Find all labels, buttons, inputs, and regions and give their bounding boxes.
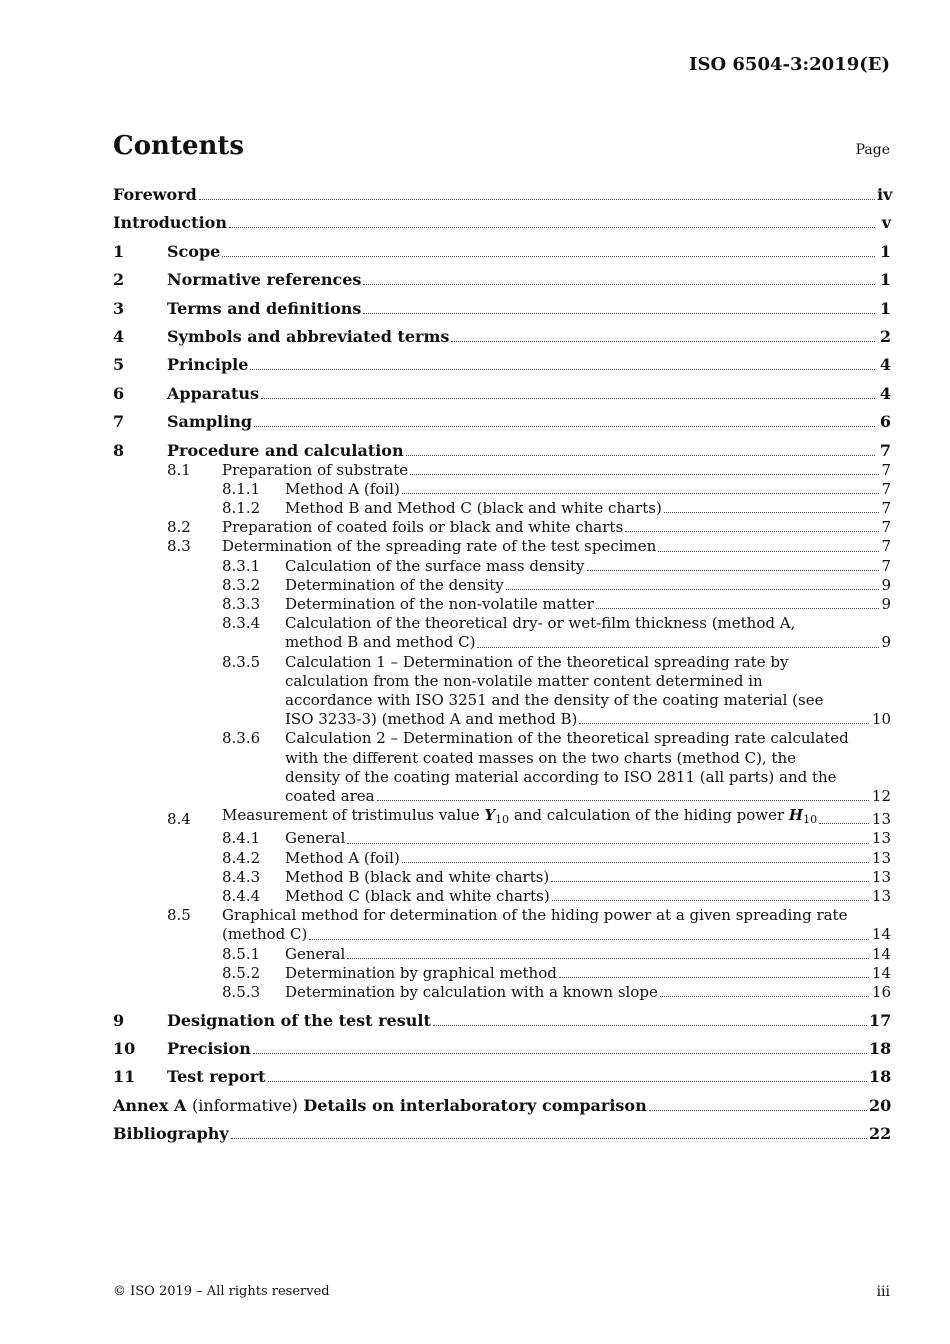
toc-page-number: 14 bbox=[871, 963, 891, 982]
toc-page-number: 9 bbox=[881, 594, 891, 613]
toc-entry-title: Precision bbox=[167, 1038, 251, 1058]
toc-entry-8-4-3[interactable] bbox=[222, 868, 891, 887]
toc-section-number: 7 bbox=[113, 412, 125, 432]
toc-page-number: 6 bbox=[879, 412, 891, 432]
toc-entry-title: Determination of the non-volatile matter bbox=[285, 594, 594, 613]
toc-entry-title: Method A (foil) bbox=[285, 848, 400, 867]
toc-section-number: 3 bbox=[113, 298, 125, 318]
copyright-notice: © ISO 2019 – All rights reserved bbox=[113, 1284, 330, 1299]
toc-section-number: 8.3.5 bbox=[222, 652, 261, 671]
toc-page-number: 20 bbox=[869, 1095, 892, 1115]
toc-entry-title: Sampling bbox=[167, 412, 253, 432]
toc-entry-2[interactable] bbox=[113, 270, 891, 290]
toc-page-number: 7 bbox=[881, 518, 891, 537]
toc-page-number: v bbox=[881, 213, 891, 233]
toc-entry-title: Designation of the test result bbox=[167, 1010, 431, 1030]
toc-section-number: 8.3.1 bbox=[222, 556, 261, 575]
toc-entry-title: Normative references bbox=[167, 270, 362, 290]
toc-entry-title: Foreword bbox=[113, 185, 197, 204]
subscript: 10 bbox=[803, 813, 818, 827]
toc-entry-8-2[interactable] bbox=[167, 518, 891, 537]
toc-section-number: 6 bbox=[113, 383, 125, 403]
table-of-contents bbox=[113, 185, 891, 1144]
title-text: Measurement of tristimulus value bbox=[222, 806, 485, 825]
toc-entry-title: Preparation of substrate bbox=[222, 460, 409, 479]
dot-leader bbox=[222, 256, 875, 257]
annex-title: Details on interlaboratory comparison bbox=[303, 1095, 647, 1115]
dot-leader bbox=[477, 647, 879, 648]
page-column-label: Page bbox=[855, 142, 890, 158]
toc-section-number: 8.4.4 bbox=[222, 886, 261, 905]
toc-entry-8-4-4[interactable] bbox=[222, 887, 891, 906]
toc-entry-5[interactable] bbox=[113, 355, 891, 375]
toc-entry-title: Determination by graphical method bbox=[285, 963, 557, 982]
dot-leader bbox=[551, 881, 869, 882]
toc-entry-foreword[interactable] bbox=[113, 185, 891, 205]
toc-entry-title-line: Graphical method for determination of the hiding power at a given spreading rate bbox=[222, 906, 848, 925]
dot-leader bbox=[649, 1110, 867, 1111]
dot-leader bbox=[402, 862, 869, 863]
toc-section-number: 8.3.2 bbox=[222, 575, 261, 594]
toc-entry-title-line: Calculation 2 – Determination of the theoretical spreading rate calculated bbox=[285, 729, 849, 748]
document-id: ISO 6504-3:2019(E) bbox=[689, 54, 890, 75]
toc-page-number: 18 bbox=[869, 1067, 892, 1087]
toc-entry-8-3[interactable] bbox=[167, 537, 891, 556]
toc-page-number: 7 bbox=[881, 479, 891, 498]
toc-section-number: 8.5.1 bbox=[222, 944, 261, 963]
toc-entry-title-line: coated area bbox=[285, 786, 375, 805]
toc-section-number: 5 bbox=[113, 355, 125, 375]
toc-page-number: 7 bbox=[881, 460, 891, 479]
toc-section-number: 1 bbox=[113, 241, 125, 261]
toc-section-number: 8.3.4 bbox=[222, 614, 261, 633]
toc-entry-8-5-2[interactable] bbox=[222, 964, 891, 983]
dot-leader bbox=[579, 723, 869, 724]
toc-entry-title: Terms and definitions bbox=[167, 298, 362, 318]
toc-entry-title: Method B and Method C (black and white charts) bbox=[285, 498, 662, 517]
toc-entry-8-3-1[interactable] bbox=[222, 557, 891, 576]
toc-page-number: 7 bbox=[879, 440, 891, 460]
dot-leader bbox=[819, 823, 869, 824]
toc-entry-8-4[interactable] bbox=[167, 806, 891, 829]
page-title: Contents bbox=[113, 131, 245, 161]
toc-entry-9[interactable] bbox=[113, 1011, 891, 1031]
dot-leader bbox=[433, 1025, 867, 1026]
toc-section-number: 8.5 bbox=[167, 906, 191, 925]
toc-entry-1[interactable] bbox=[113, 242, 891, 262]
title-text: and calculation of the hiding power bbox=[509, 806, 789, 825]
toc-page-number: 16 bbox=[871, 983, 891, 1001]
dot-leader bbox=[660, 996, 869, 997]
toc-page-number: 2 bbox=[879, 326, 891, 346]
dot-leader bbox=[559, 977, 869, 978]
dot-leader bbox=[587, 570, 879, 571]
toc-page-number: 1 bbox=[879, 270, 891, 290]
toc-page-number: 7 bbox=[881, 537, 891, 556]
toc-entry-title: Introduction bbox=[113, 213, 227, 233]
toc-entry-8-3-4[interactable] bbox=[222, 614, 891, 652]
dot-leader bbox=[347, 843, 869, 844]
dot-leader bbox=[250, 369, 875, 370]
toc-section-number: 8.4 bbox=[167, 810, 191, 829]
toc-entry-title-line: (method C) bbox=[222, 925, 308, 944]
toc-page-number: 13 bbox=[871, 829, 891, 848]
toc-entry-8-5-1[interactable] bbox=[222, 945, 891, 964]
toc-section-number: 8.5.3 bbox=[222, 983, 261, 1001]
toc-entry-title-line: Calculation 1 – Determination of the theoretical spreading rate by bbox=[285, 652, 789, 671]
toc-entry-8-3-6[interactable] bbox=[222, 729, 891, 806]
toc-page-number: 17 bbox=[869, 1010, 892, 1030]
toc-section-number: 8.4.1 bbox=[222, 829, 261, 848]
toc-entry-title: Determination by calculation with a known slope bbox=[285, 983, 658, 1001]
toc-entry-title: Preparation of coated foils or black and white charts bbox=[222, 518, 624, 537]
toc-page-number: 14 bbox=[871, 925, 891, 944]
toc-entry-8-4-1[interactable] bbox=[222, 829, 891, 848]
toc-entry-title: Method A (foil) bbox=[285, 479, 400, 498]
toc-page-number: 13 bbox=[871, 848, 891, 867]
toc-entry-title: Procedure and calculation bbox=[167, 440, 404, 460]
toc-section-number: 2 bbox=[113, 270, 125, 290]
toc-entry-8-3-5[interactable] bbox=[222, 653, 891, 730]
dot-leader bbox=[402, 493, 879, 494]
toc-entry-8-4-2[interactable] bbox=[222, 849, 891, 868]
toc-entry-title-line: density of the coating material according to ISO 2811 (all parts) and the bbox=[285, 767, 837, 786]
dot-leader bbox=[410, 474, 879, 475]
toc-section-number: 8.2 bbox=[167, 518, 191, 537]
toc-page-number: 7 bbox=[881, 556, 891, 575]
toc-entry-3[interactable] bbox=[113, 299, 891, 319]
dot-leader bbox=[664, 512, 879, 513]
dot-leader bbox=[506, 589, 879, 590]
toc-section-number: 8.1 bbox=[167, 460, 191, 479]
dot-leader bbox=[261, 398, 875, 399]
dot-leader bbox=[309, 939, 869, 940]
toc-entry-title: Determination of the density bbox=[285, 575, 504, 594]
toc-page-number: 9 bbox=[881, 575, 891, 594]
toc-section-number: 8.1.2 bbox=[222, 498, 261, 517]
toc-entry-8-3-2[interactable] bbox=[222, 576, 891, 595]
dot-leader bbox=[253, 1053, 867, 1054]
toc-entry-7[interactable] bbox=[113, 412, 891, 432]
toc-entry-bibliography[interactable] bbox=[113, 1124, 891, 1144]
toc-entry-title: Apparatus bbox=[167, 383, 259, 403]
toc-entry-title: Bibliography bbox=[113, 1124, 229, 1144]
toc-entry-8-3-3[interactable] bbox=[222, 595, 891, 614]
toc-section-number: 8.3 bbox=[167, 537, 191, 556]
dot-leader bbox=[451, 341, 875, 342]
toc-section-number: 8.1.1 bbox=[222, 479, 261, 498]
toc-entry-title-line: with the different coated masses on the two charts (method C), the bbox=[285, 748, 797, 767]
toc-entry-title: General bbox=[285, 829, 346, 848]
toc-entry-8-5[interactable] bbox=[167, 906, 891, 944]
toc-section-number: 4 bbox=[113, 326, 125, 346]
toc-section-number: 8.3.6 bbox=[222, 729, 261, 748]
dot-leader bbox=[268, 1081, 867, 1082]
toc-page-number: 13 bbox=[871, 810, 891, 829]
toc-entry-8-1[interactable] bbox=[167, 461, 891, 480]
annex-qualifier: (informative) bbox=[191, 1095, 298, 1115]
toc-entry-4[interactable] bbox=[113, 327, 891, 347]
toc-page-number: 1 bbox=[879, 241, 891, 261]
tristimulus-symbol: Y bbox=[484, 806, 496, 825]
dot-leader bbox=[658, 551, 879, 552]
toc-section-number: 8 bbox=[113, 440, 125, 460]
toc-entry-title: Symbols and abbreviated terms bbox=[167, 326, 450, 346]
toc-page-number: 12 bbox=[871, 786, 891, 805]
toc-entry-title: General bbox=[285, 944, 346, 963]
toc-entry-8-5-3[interactable] bbox=[222, 983, 891, 1002]
toc-page-number: 4 bbox=[879, 355, 891, 375]
toc-page-number: 7 bbox=[881, 498, 891, 517]
dot-leader bbox=[363, 284, 875, 285]
toc-entry-title: Scope bbox=[167, 241, 221, 261]
subscript: 10 bbox=[495, 813, 510, 827]
dot-leader bbox=[596, 608, 879, 609]
toc-entry-title: Method B (black and white charts) bbox=[285, 867, 550, 886]
toc-page-number: 10 bbox=[871, 710, 891, 729]
toc-page-number: iv bbox=[877, 185, 893, 204]
page-number: iii bbox=[876, 1284, 890, 1300]
toc-section-number: 8.4.3 bbox=[222, 867, 261, 886]
toc-section-number: 10 bbox=[113, 1038, 136, 1058]
toc-section-number: 8.5.2 bbox=[222, 963, 261, 982]
toc-page-number: 13 bbox=[871, 867, 891, 886]
dot-leader bbox=[199, 199, 875, 200]
hiding-power-symbol: H bbox=[788, 806, 804, 825]
toc-page-number: 1 bbox=[879, 298, 891, 318]
toc-entry-annex-a[interactable] bbox=[113, 1096, 891, 1116]
dot-leader bbox=[625, 531, 879, 532]
dot-leader bbox=[406, 455, 875, 456]
toc-section-number: 11 bbox=[113, 1067, 136, 1087]
toc-entry-8-1-2[interactable] bbox=[222, 499, 891, 518]
toc-page-number: 14 bbox=[871, 944, 891, 963]
dot-leader bbox=[552, 900, 869, 901]
toc-section-number: 8.4.2 bbox=[222, 848, 261, 867]
toc-entry-title: Calculation of the surface mass density bbox=[285, 556, 585, 575]
toc-entry-title bbox=[222, 806, 817, 829]
dot-leader bbox=[254, 426, 875, 427]
toc-entry-title-line: calculation from the non-volatile matter content determined in bbox=[285, 671, 763, 690]
toc-page-number: 18 bbox=[869, 1038, 892, 1058]
annex-label: Annex A bbox=[113, 1095, 187, 1115]
toc-page-number: 13 bbox=[871, 886, 891, 905]
toc-page-number: 4 bbox=[879, 383, 891, 403]
toc-entry-6[interactable] bbox=[113, 384, 891, 404]
toc-entry-title bbox=[113, 1096, 647, 1116]
dot-leader bbox=[231, 1138, 867, 1139]
toc-section-number: 8.3.3 bbox=[222, 594, 261, 613]
toc-entry-8[interactable] bbox=[113, 441, 891, 461]
dot-leader bbox=[377, 800, 869, 801]
toc-page-number: 22 bbox=[869, 1124, 892, 1144]
toc-entry-11[interactable] bbox=[113, 1067, 891, 1087]
toc-section-number: 9 bbox=[113, 1010, 125, 1030]
toc-entry-title-line: method B and method C) bbox=[285, 633, 476, 652]
toc-entry-introduction[interactable] bbox=[113, 213, 891, 233]
toc-entry-10[interactable] bbox=[113, 1039, 891, 1059]
dot-leader bbox=[347, 958, 869, 959]
dot-leader bbox=[229, 227, 875, 228]
toc-entry-title-line: accordance with ISO 3251 and the density of the coating material (see bbox=[285, 690, 824, 709]
toc-entry-title: Test report bbox=[167, 1067, 266, 1087]
toc-entry-title: Method C (black and white charts) bbox=[285, 886, 550, 905]
toc-entry-title-line: Calculation of the theoretical dry- or wet-film thickness (method A, bbox=[285, 614, 796, 633]
dot-leader bbox=[363, 313, 875, 314]
toc-entry-title-line: ISO 3233-3) (method A and method B) bbox=[285, 710, 578, 729]
toc-entry-title: Determination of the spreading rate of the test specimen bbox=[222, 537, 657, 556]
toc-page-number: 9 bbox=[881, 633, 891, 652]
toc-entry-title: Principle bbox=[167, 355, 249, 375]
toc-entry-8-1-1[interactable] bbox=[222, 480, 891, 499]
